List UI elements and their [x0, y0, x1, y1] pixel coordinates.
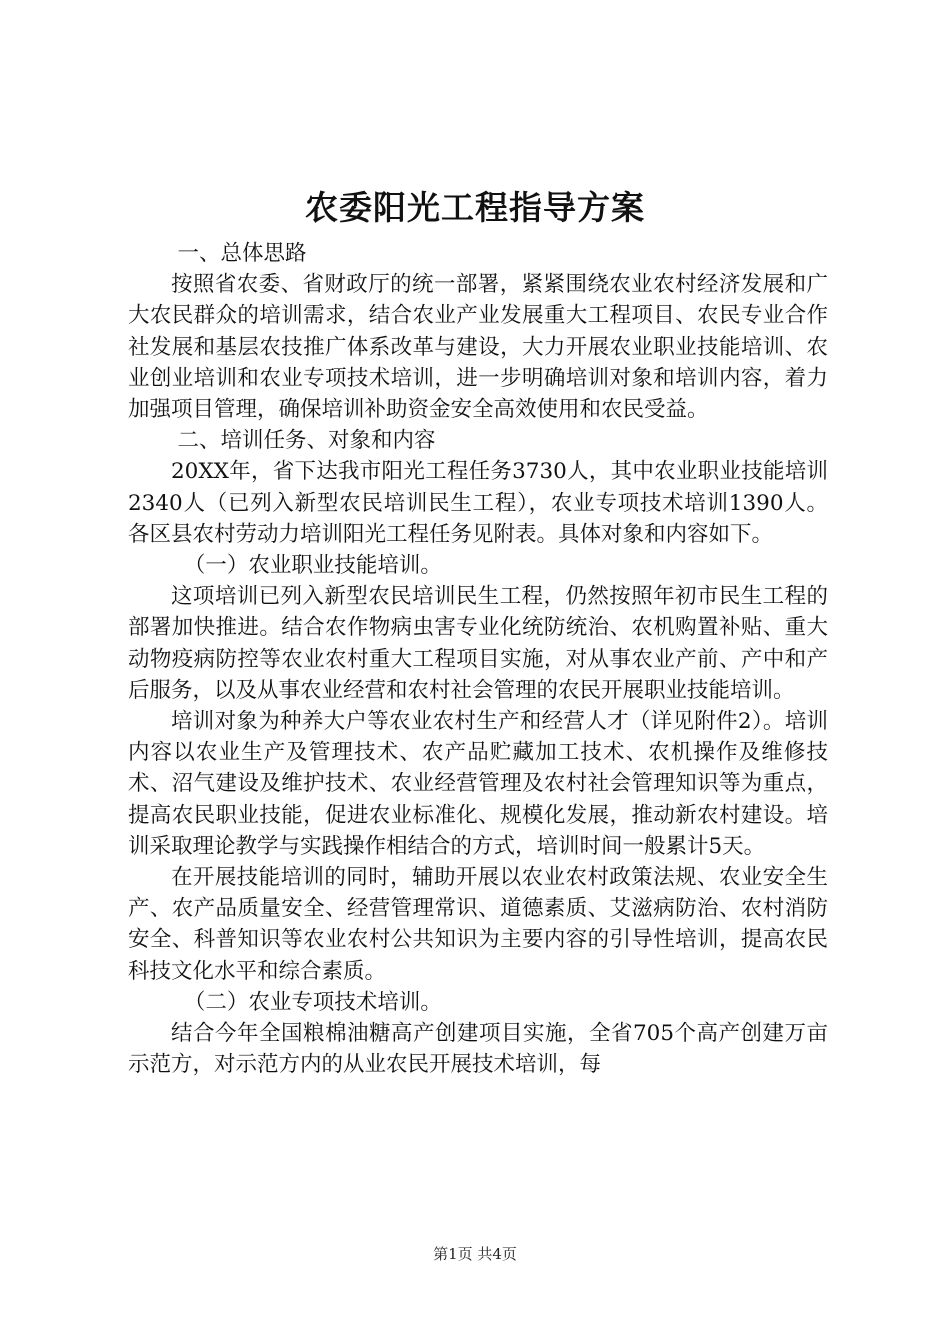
paragraph-special-training: 结合今年全国粮棉油糖高产创建项目实施，全省705个高产创建万亩示范方，对示范方内的从业农民开展技术培训，每 — [128, 1021, 828, 1078]
paragraph-skills-training: 这项培训已列入新型农民培训民生工程，仍然按照年初市民生工程的部署加快推进。结合农作物病虫害专业化统防统治、农机购置补贴、重大动物疫病防控等农业农村重大工程项目实施，对从事农业产前、产中和产后服务，以及从事农业经营和农村社会管理的农民开展职业技能培训。 — [128, 584, 828, 703]
paragraph-overview: 按照省农委、省财政厅的统一部署，紧紧围绕农业农村经济发展和广大农民群众的培训需求，结合农业产业发展重大工程项目、农民专业合作社发展和基层农技推广体系改革与建设，大力开展农业职业技能培训、农业创业培训和农业专项技术培训，进一步明确培训对象和培训内容，着力加强项目管理，确保培训补助资金安全高效使用和农民受益。 — [128, 272, 828, 423]
section-heading-1: 一、总体思路 — [177, 241, 307, 266]
document-title: 农委阳光工程指导方案 — [305, 188, 645, 227]
paragraph-guidance-training: 在开展技能培训的同时，辅助开展以农业农村政策法规、农业安全生产、农产品质量安全、经营管理常识、道德素质、艾滋病防治、农村消防安全、科普知识等农业农村公共知识为主要内容的引导性培训，提高农民科技文化水平和综合素质。 — [128, 865, 828, 984]
subsection-heading-2: （二）农业专项技术培训。 — [183, 989, 442, 1015]
paragraph-training-targets: 培训对象为种养大户等农业农村生产和经营人才（详见附件2）。培训内容以农业生产及管理技术、农产品贮藏加工技术、农机操作及维修技术、沼气建设及维护技术、农业经营管理及农村社会管理知识等为重点，提高农民职业技能，促进农业标准化、规模化发展，推动新农村建设。培训采取理论教学与实践操作相结合的方式，培训时间一般累计5天。 — [128, 709, 828, 859]
subsection-heading-1: （一）农业职业技能培训。 — [183, 553, 442, 579]
paragraph-tasks: 20XX年，省下达我市阳光工程任务3730人，其中农业职业技能培训2340人（已列入新型农民培训民生工程），农业专项技术培训1390人。各区县农村劳动力培训阳光工程任务见附表。具体对象和内容如下。 — [128, 459, 828, 547]
page-footer: 第1页 共4页 — [433, 1245, 517, 1263]
section-heading-2: 二、培训任务、对象和内容 — [177, 428, 436, 454]
document-body — [128, 238, 828, 1080]
